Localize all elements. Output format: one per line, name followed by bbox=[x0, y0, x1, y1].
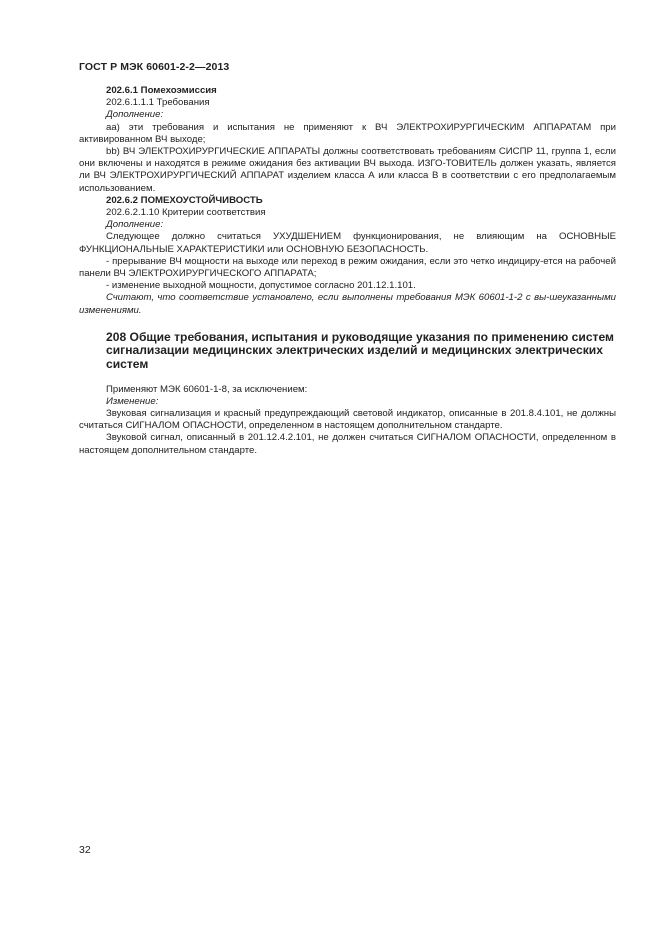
dash-item-1: - прерывание ВЧ мощности на выходе или переход в режим ожидания, если это четко индициру-ется на рабочей панели ВЧ ЭЛЕКТРОХИРУРГИЧЕСКОГО АППАРАТА; bbox=[79, 255, 616, 280]
subheading-criteria: 202.6.2.1.10 Критерии соответствия bbox=[106, 207, 266, 219]
heading-202-6-1: 202.6.1 Помехоэмиссия bbox=[106, 85, 217, 96]
paragraph-alarm-2: Звуковой сигнал, описанный в 201.12.4.2.101, не должен считаться СИГНАЛОМ ОПАСНОСТИ, определенном в настоящем дополнительном стандарте. bbox=[79, 432, 616, 456]
document-body bbox=[79, 85, 616, 457]
page-number: 32 bbox=[79, 844, 91, 856]
subheading-requirements: 202.6.1.1.1 Требования bbox=[106, 97, 210, 109]
paragraph-apply: Применяют МЭК 60601-1-8, за исключением: bbox=[106, 383, 308, 395]
change-label: Изменение: bbox=[106, 395, 159, 407]
addition-label: Дополнение: bbox=[106, 109, 164, 121]
document-header: ГОСТ Р МЭК 60601-2-2—2013 bbox=[79, 61, 230, 73]
item-bb: bb) ВЧ ЭЛЕКТРОХИРУРГИЧЕСКИЕ АППАРАТЫ должны соответствовать требованиям СИСПР 11, группа 1, если они включены и находятся в режиме ожидания без активации ВЧ выхода. ИЗГО-ТОВИТЕЛЬ должен указать, является ли ВЧ ЭЛЕКТРОХИРУРГИЧЕСКИЙ АППАРАТ изделием класса А или класса В в соответствии с его предполагаемым использованием. bbox=[79, 146, 616, 194]
paragraph-degradation: Следующее должно считаться УХУДШЕНИЕМ функционирования, не влияющим на ОСНОВНЫЕ ФУНКЦИОНАЛЬНЫЕ ХАРАКТЕРИСТИКИ или ОСНОВНУЮ БЕЗОПАСНОСТЬ. bbox=[79, 231, 616, 255]
item-aa: аа) эти требования и испытания не применяют к ВЧ ЭЛЕКТРОХИРУРГИЧЕСКИМ АППАРАТАМ при активированном ВЧ выходе; bbox=[79, 121, 616, 145]
compliance-note: Считают, что соответствие установлено, если выполнены требования МЭК 60601-1-2 с вы-шеуказанными изменениями. bbox=[79, 292, 616, 316]
paragraph-alarm-1: Звуковая сигнализация и красный предупреждающий световой индикатор, описанные в 201.8.4.101, не должны считаться СИГНАЛОМ ОПАСНОСТИ, определенном в настоящем дополнительном стандарте. bbox=[79, 408, 616, 432]
addition-label-2: Дополнение: bbox=[106, 219, 164, 231]
section-208-heading: 208 Общие требования, испытания и руководящие указания по применению систем сигнализации медицинских электрических изделий и медицинских электрических систем bbox=[106, 329, 614, 372]
heading-202-6-2: 202.6.2 ПОМЕХОУСТОЙЧИВОСТЬ bbox=[106, 194, 263, 206]
dash-item-2: - изменение выходной мощности, допустимое согласно 201.12.1.101. bbox=[106, 280, 416, 292]
